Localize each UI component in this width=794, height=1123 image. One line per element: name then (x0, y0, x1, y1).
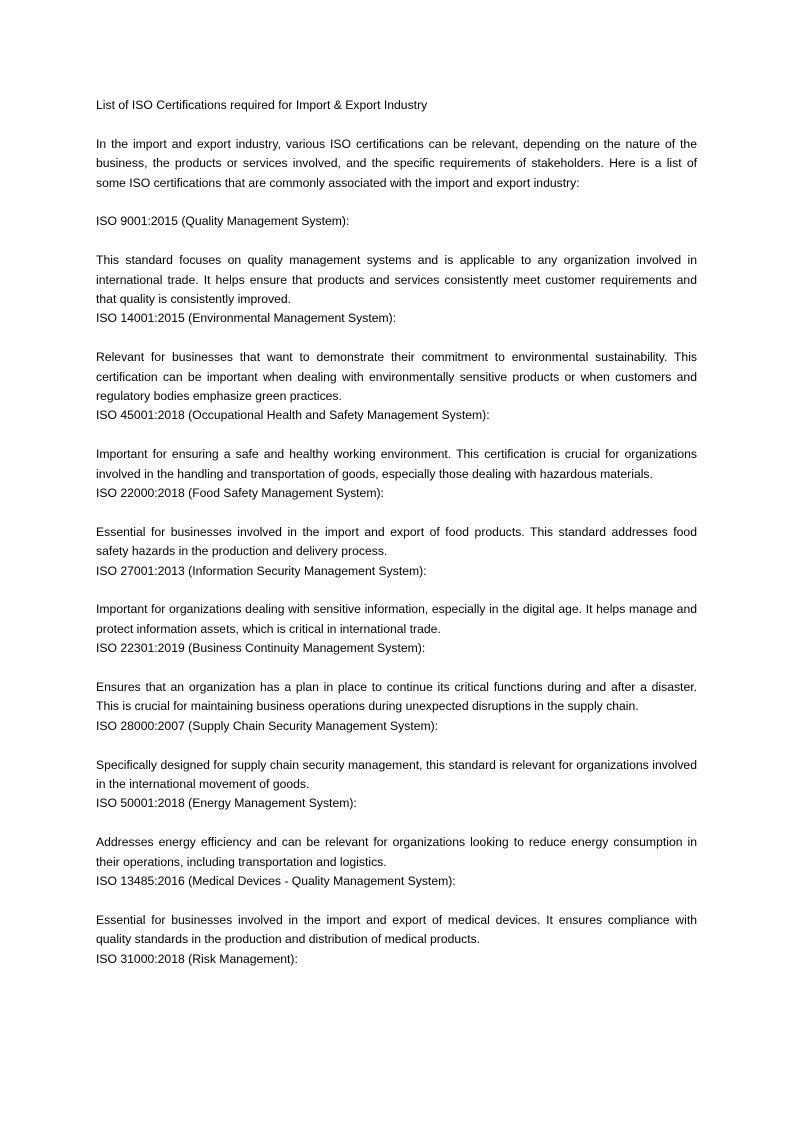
iso-section-heading: ISO 13485:2016 (Medical Devices - Quality Management System): (96, 874, 456, 889)
iso-section (96, 794, 697, 872)
iso-section-heading: ISO 22000:2018 (Food Safety Management System): (96, 486, 384, 501)
document-title: List of ISO Certifications required for Import & Export Industry (96, 98, 428, 112)
iso-section (96, 212, 697, 309)
iso-section-description: Specifically designed for supply chain security management, this standard is relevant for organizations involved in the international movement of goods. (96, 757, 697, 792)
iso-section-description: Important for ensuring a safe and healthy working environment. This certification is crucial for organizations involved in the handling and transportation of goods, especially those dealing with hazardous materials. (96, 447, 697, 481)
iso-section (96, 406, 697, 484)
iso-section (96, 872, 697, 950)
iso-section (96, 309, 697, 406)
iso-section-description: This standard focuses on quality management systems and is applicable to any organization involved in international trade. It helps ensure that products and services consistently meet customer requirements and that quality is consistently improved. (96, 253, 697, 307)
iso-section (96, 639, 697, 717)
iso-section-description: Relevant for businesses that want to demonstrate their commitment to environmental sustainability. This certification can be important when dealing with environmentally sensitive products or when customers and regulatory bodies emphasize green practices. (96, 350, 697, 404)
iso-section-description: Ensures that an organization has a plan in place to continue its critical functions during and after a disaster. This is crucial for maintaining business operations during unexpected disruptions in the supply chain. (96, 680, 697, 714)
iso-section-heading: ISO 27001:2013 (Information Security Management System): (96, 563, 427, 578)
intro-paragraph: In the import and export industry, various ISO certifications can be relevant, depending on the nature of the business, the products or services involved, and the specific requirements of stakeholders. Here is a list of some ISO certifications that are commonly associated with the import and export industry: (96, 136, 697, 190)
iso-section-heading: ISO 45001:2018 (Occupational Health and Safety Management System): (96, 408, 490, 423)
iso-section (96, 950, 697, 969)
iso-section-heading: ISO 22301:2019 (Business Continuity Management System): (96, 641, 426, 656)
iso-section-description: Important for organizations dealing with sensitive information, especially in the digital age. It helps manage and protect information assets, which is critical in international trade. (96, 602, 697, 636)
iso-section-description: Essential for businesses involved in the import and export of food products. This standard addresses food safety hazards in the production and delivery process. (96, 524, 697, 559)
iso-section (96, 717, 697, 795)
iso-section-heading: ISO 9001:2015 (Quality Management System): (96, 214, 350, 229)
iso-section (96, 484, 697, 562)
iso-section-heading: ISO 31000:2018 (Risk Management): (96, 951, 298, 966)
document-body (96, 96, 697, 969)
iso-section-description: Essential for businesses involved in the import and export of medical devices. It ensures compliance with quality standards in the production and distribution of medical products. (96, 912, 697, 947)
iso-section (96, 562, 697, 640)
iso-section-description: Addresses energy efficiency and can be relevant for organizations looking to reduce energy consumption in their operations, including transportation and logistics. (96, 835, 697, 869)
iso-section-heading: ISO 28000:2007 (Supply Chain Security Management System): (96, 718, 439, 733)
iso-section-heading: ISO 14001:2015 (Environmental Management System): (96, 311, 397, 326)
iso-section-heading: ISO 50001:2018 (Energy Management System): (96, 796, 357, 811)
